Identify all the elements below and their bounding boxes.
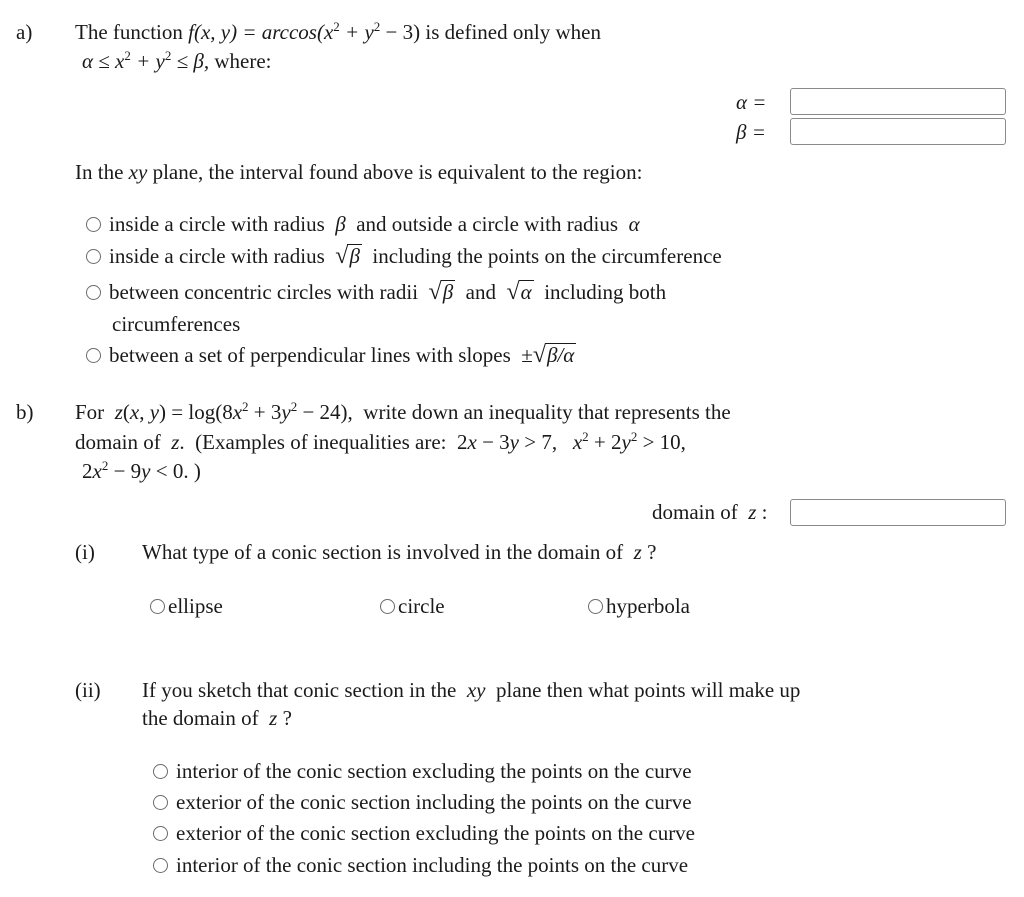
radio-button[interactable] [86, 249, 101, 264]
radio-button[interactable] [380, 599, 395, 614]
sub-i-question: What type of a conic section is involved in the domain of z ? [142, 540, 657, 564]
part-b-label: b) [16, 400, 34, 424]
points-option-2[interactable]: exterior of the conic section including the points on the curve [153, 790, 692, 815]
radio-button[interactable] [86, 348, 101, 363]
region-option-3[interactable]: between concentric circles with radii √ β and √ α including both [86, 280, 666, 305]
radio-button[interactable] [153, 795, 168, 810]
points-option-4[interactable]: interior of the conic section including the points on the curve [153, 853, 688, 878]
conic-option-ellipse[interactable]: ellipse [150, 594, 223, 619]
sub-ii-question-line-1: If you sketch that conic section in the xy plane then what points will make up [142, 678, 801, 702]
part-b-line-1: For z(x, $y) = \log(8x^2 + 3y^2 - 24)$, write down an inequality that represents the [75, 399, 731, 424]
sub-ii-label: (ii) [75, 678, 101, 702]
radio-button[interactable] [153, 826, 168, 841]
region-prompt: In the xy plane, the interval found above is equivalent to the region: [75, 160, 643, 184]
sub-i-label: (i) [75, 540, 95, 564]
conic-option-circle[interactable]: circle [380, 594, 445, 619]
region-option-1[interactable]: inside a circle with radius β and outside a circle with radius α [86, 212, 640, 237]
radio-button[interactable] [153, 858, 168, 873]
part-a-line-1: The function f(x, $y) = \arccos(x^2 + y^2 - 3)$ is defined only when [75, 19, 601, 44]
part-a-line-2: $\alpha \le x^2 + y^2 \le \beta$, where: [82, 48, 272, 73]
points-option-1[interactable]: interior of the conic section excluding the points on the curve [153, 759, 692, 784]
beta-input[interactable] [790, 118, 1006, 145]
radio-button[interactable] [86, 285, 101, 300]
region-option-4[interactable]: between a set of perpendicular lines with slopes ± √ β/α [86, 343, 576, 368]
points-option-3[interactable]: exterior of the conic section excluding the points on the curve [153, 821, 695, 846]
part-a-label: a) [16, 20, 33, 44]
radio-button[interactable] [153, 764, 168, 779]
radio-button[interactable] [150, 599, 165, 614]
region-option-3-continued: circumferences [112, 312, 241, 336]
domain-input[interactable] [790, 499, 1006, 526]
radio-button[interactable] [86, 217, 101, 232]
part-b-line-2: domain of z. (Examples of inequalities are: 2x − 3y > 7, $x^2 + 2y^2 > 10$, [75, 429, 686, 454]
alpha-label: α = [736, 90, 767, 114]
region-option-2[interactable]: inside a circle with radius √ β including the points on the circumference [86, 244, 722, 269]
radio-button[interactable] [588, 599, 603, 614]
domain-label: domain of z : [652, 500, 768, 524]
beta-label: β = [736, 120, 766, 144]
sub-ii-question-line-2: the domain of z ? [142, 706, 292, 730]
alpha-input[interactable] [790, 88, 1006, 115]
part-b-line-3: $2x^2 - 9y < 0$. ) [82, 458, 201, 483]
conic-option-hyperbola[interactable]: hyperbola [588, 594, 690, 619]
